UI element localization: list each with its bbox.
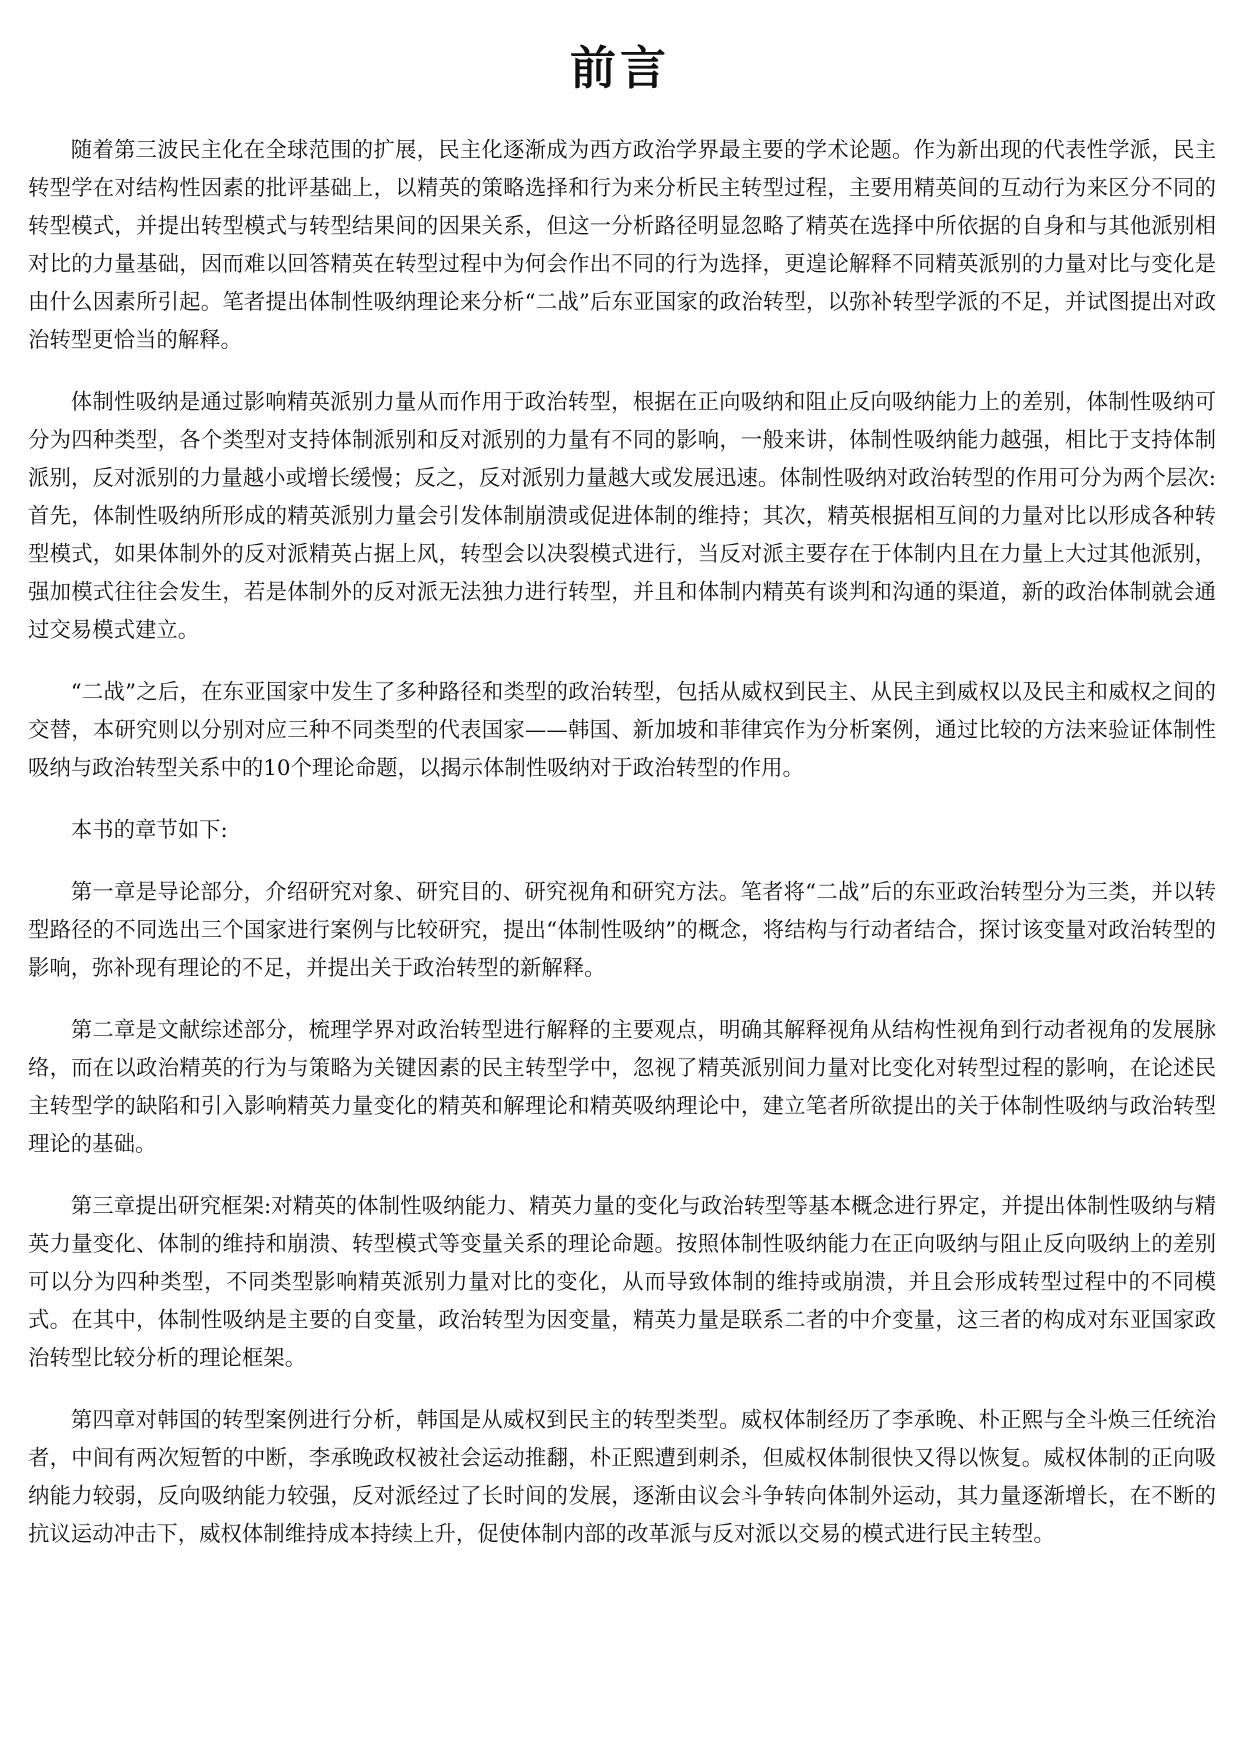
page-title: 前言 [570,41,670,95]
paragraph-2: 体制性吸纳是通过影响精英派别力量从而作用于政治转型，根据在正向吸纳和阻止反向吸纳能力上的差别，体制性吸纳可分为四种类型，各个类型对支持体制派别和反对派别的力量有不同的影响，一般来讲，体制性吸纳能力越强，相比于支持体制派别，反对派别的力量越小或增长缓慢；反之，反对派别力量越大或发展迅速。体制性吸纳对政治转型的作用可分为两个层次:首先，体制性吸纳所形成的精英派别力量会引发体制崩溃或促进体制的维持；其次，精英根据相互间的力量对比以形成各种转型模式，如果体制外的反对派精英占据上风，转型会以决裂模式进行，当反对派主要存在于体制内且在力量上大过其他派别，强加模式往往会发生，若是体制外的反对派无法独力进行转型，并且和体制内精英有谈判和沟通的渠道，新的政治体制就会通过交易模式建立。 [28,390,1216,643]
paragraph-5: 第一章是导论部分，介绍研究对象、研究目的、研究视角和研究方法。笔者将“二战”后的东亚政治转型分为三类，并以转型路径的不同选出三个国家进行案例与比较研究，提出“体制性吸纳”的概念，将结构与行动者结合，探讨该变量对政治转型的影响，弥补现有理论的不足，并提出关于政治转型的新解释。 [28,880,1216,981]
paragraph-6: 第二章是文献综述部分，梳理学界对政治转型进行解释的主要观点，明确其解释视角从结构性视角到行动者视角的发展脉络，而在以政治精英的行为与策略为关键因素的民主转型学中，忽视了精英派别间力量对比变化对转型过程的影响，在论述民主转型学的缺陷和引入影响精英力量变化的精英和解理论和精英吸纳理论中，建立笔者所欲提出的关于体制性吸纳与政治转型理论的基础。 [28,1018,1216,1157]
paragraph-1: 随着第三波民主化在全球范围的扩展，民主化逐渐成为西方政治学界最主要的学术论题。作为新出现的代表性学派，民主转型学在对结构性因素的批评基础上，以精英的策略选择和行为来分析民主转型过程，主要用精英间的互动行为来区分不同的转型模式，并提出转型模式与转型结果间的因果关系，但这一分析路径明显忽略了精英在选择中所依据的自身和与其他派别相对比的力量基础，因而难以回答精英在转型过程中为何会作出不同的行为选择，更遑论解释不同精英派别的力量对比与变化是由什么因素所引起。笔者提出体制性吸纳理论来分析“二战”后东亚国家的政治转型，以弥补转型学派的不足，并试图提出对政治转型更恰当的解释。 [28,138,1216,353]
paragraph-7: 第三章提出研究框架:对精英的体制性吸纳能力、精英力量的变化与政治转型等基本概念进行界定，并提出体制性吸纳与精英力量变化、体制的维持和崩溃、转型模式等变量关系的理论命题。按照体制性吸纳能力在正向吸纳与阻止反向吸纳上的差别可以分为四种类型，不同类型影响精英派别力量对比的变化，从而导致体制的维持或崩溃，并且会形成转型过程中的不同模式。在其中，体制性吸纳是主要的自变量，政治转型为因变量，精英力量是联系二者的中介变量，这三者的构成对东亚国家政治转型比较分析的理论框架。 [28,1194,1216,1371]
paragraph-8: 第四章对韩国的转型案例进行分析，韩国是从威权到民主的转型类型。威权体制经历了李承晚、朴正熙与全斗焕三任统治者，中间有两次短暂的中断，李承晚政权被社会运动推翻，朴正熙遭到刺杀，但威权体制很快又得以恢复。威权体制的正向吸纳能力较弱，反向吸纳能力较强，反对派经过了长时间的发展，逐渐由议会斗争转向体制外运动，其力量逐渐增长，在不断的抗议运动冲击下，威权体制维持成本持续上升，促使体制内部的改革派与反对派以交易的模式进行民主转型。 [28,1408,1216,1547]
body-text [28,132,1216,1578]
paragraph-4: 本书的章节如下: [70,818,228,843]
paragraph-3: “二战”之后，在东亚国家中发生了多种路径和类型的政治转型，包括从威权到民主、从民主到威权以及民主和威权之间的交替，本研究则以分别对应三种不同类型的代表国家——韩国、新加坡和菲律宾作为分析案例，通过比较的方法来验证体制性吸纳与政治转型关系中的10个理论命题，以揭示体制性吸纳对于政治转型的作用。 [28,680,1216,781]
